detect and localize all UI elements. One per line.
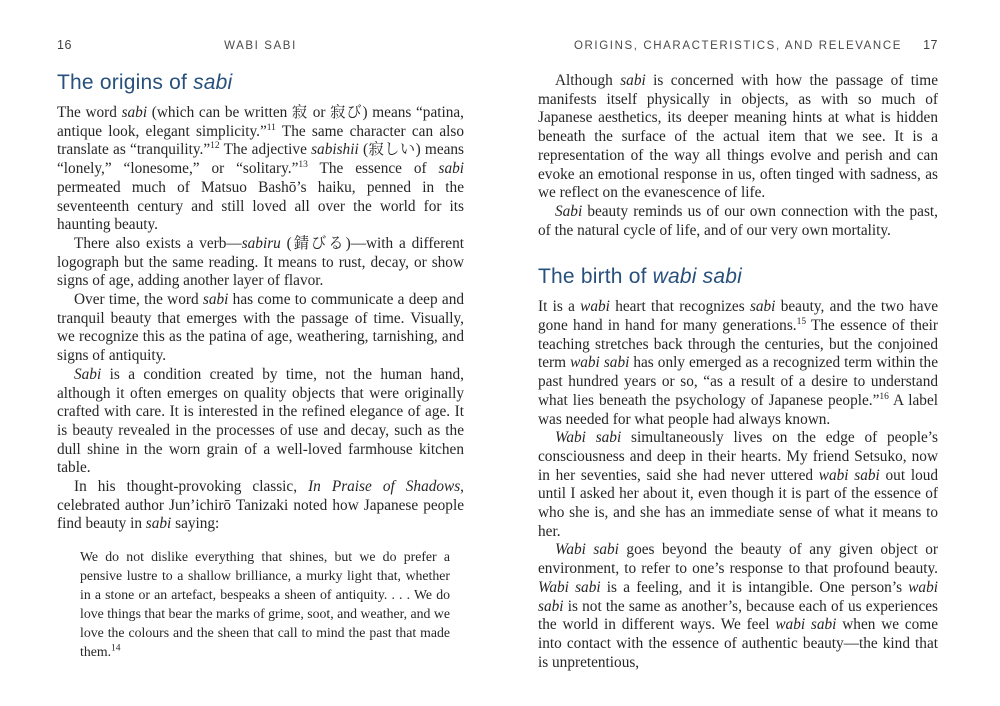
- page-number-left: 16: [57, 38, 72, 52]
- paragraph: The word sabi (which can be written 寂 or 寂び) means “patina, antique look, elegant simplicity.”$^{11}$ The same character can also translate as “tranquility.”$^{12}$ The adjective sabishii (寂しい) means “lonely,” “lonesome,” or “solitary.”$^{13}$ The essence of sabi permeated much of Matsuo Bashō’s haiku, penned in the seventeenth century and still loved all over the world for its haunting beauty.: [57, 104, 465, 234]
- running-title-left: WABI SABI: [224, 40, 297, 52]
- page-number-right: 17: [923, 38, 938, 52]
- section-heading-birth-of-wabi-sabi: The birth of wabi sabi: [538, 265, 743, 289]
- paragraph: Wabi sabi goes beyond the beauty of any given object or environment, to refer to one’s response to that profound beauty. Wabi sabi is a feeling, and it is intangible. One person’s wabi sabi is not the same as another’s, because each of us experiences the world in different ways. We feel wabi sabi when we come into contact with the essence of authentic beauty—the kind that is unpretentious,: [538, 541, 938, 671]
- paragraph: Wabi sabi simultaneously lives on the edge of people’s consciousness and deep in their hearts. My friend Setsuko, now in her seventies, said she had never uttered wabi sabi out loud until I asked her about it, even though it is part of the essence of who she is, and she has an immediate sense of what it means to her.: [538, 429, 939, 540]
- right-page-body-upper: [538, 72, 938, 240]
- running-header-left: [57, 38, 464, 52]
- paragraph: Sabi is a condition created by time, not the human hand, although it often emerges on quality objects that were originally crafted with care. It is interested in the refined elegance of age. It is beauty revealed in the processes of use and decay, such as the dull shine in the worn grain of a well-loved farmhouse kitchen table.: [57, 365, 464, 477]
- tanizaki-blockquote: We do not dislike everything that shines, but we do prefer a pensive lustre to a shallow brilliance, a murky light that, whether in a stone or an artefact, bespeaks a sheen of antiquity. . . . We do love things that bear the marks of grime, soot, and weather, and we love the colours and the sheen that call to mind the past that made them.$^{14}$: [80, 549, 450, 660]
- paragraph: In his thought-provoking classic, In Praise of Shadows, celebrated author Jun’ichirō Tanizaki noted how Japanese people find beauty in sabi saying:: [57, 478, 464, 533]
- left-page-body: [57, 104, 464, 534]
- page-right: [500, 0, 1000, 706]
- paragraph: Sabi beauty reminds us of our own connection with the past, of the natural cycle of life, and of our very own mortality.: [538, 202, 938, 239]
- right-page-body-lower: [538, 298, 938, 672]
- paragraph: Although sabi is concerned with how the passage of time manifests itself physically in objects, as with so much of Japanese aesthetics, its deeper meaning hints at what is hidden beneath the surface of the actual item that we see. It is a representation of the way all things evolve and perish and can evoke an emotional response in us, often tinged with sadness, as we reflect on the evanescence of life.: [538, 72, 938, 202]
- paragraph: There also exists a verb—sabiru (錆びる)—with a different logograph but the same reading. It means to rust, decay, or show signs of age, adding another layer of flavor.: [57, 234, 464, 290]
- running-title-right: ORIGINS, CHARACTERISTICS, AND RELEVANCE: [573, 40, 902, 52]
- running-header-right: [538, 38, 938, 52]
- paragraph: Over time, the word sabi has come to communicate a deep and tranquil beauty that emerges with the passage of time. Visually, we recognize this as the patina of age, weathering, tarnishing, and signs of antiquity.: [57, 291, 464, 365]
- paragraph: It is a wabi heart that recognizes sabi beauty, and the two have gone hand in hand for many generations.$^{15}$ The essence of their teaching stretches back through the centuries, but the conjoined term wabi sabi has only emerged as a recognized term within the past hundred years or so, “as a result of a desire to understand what lies beneath the psychology of Japanese people.”$^{16}$ A label was needed for what people had always known.: [538, 298, 939, 428]
- section-heading-origins-of-sabi: The origins of sabi: [57, 71, 233, 94]
